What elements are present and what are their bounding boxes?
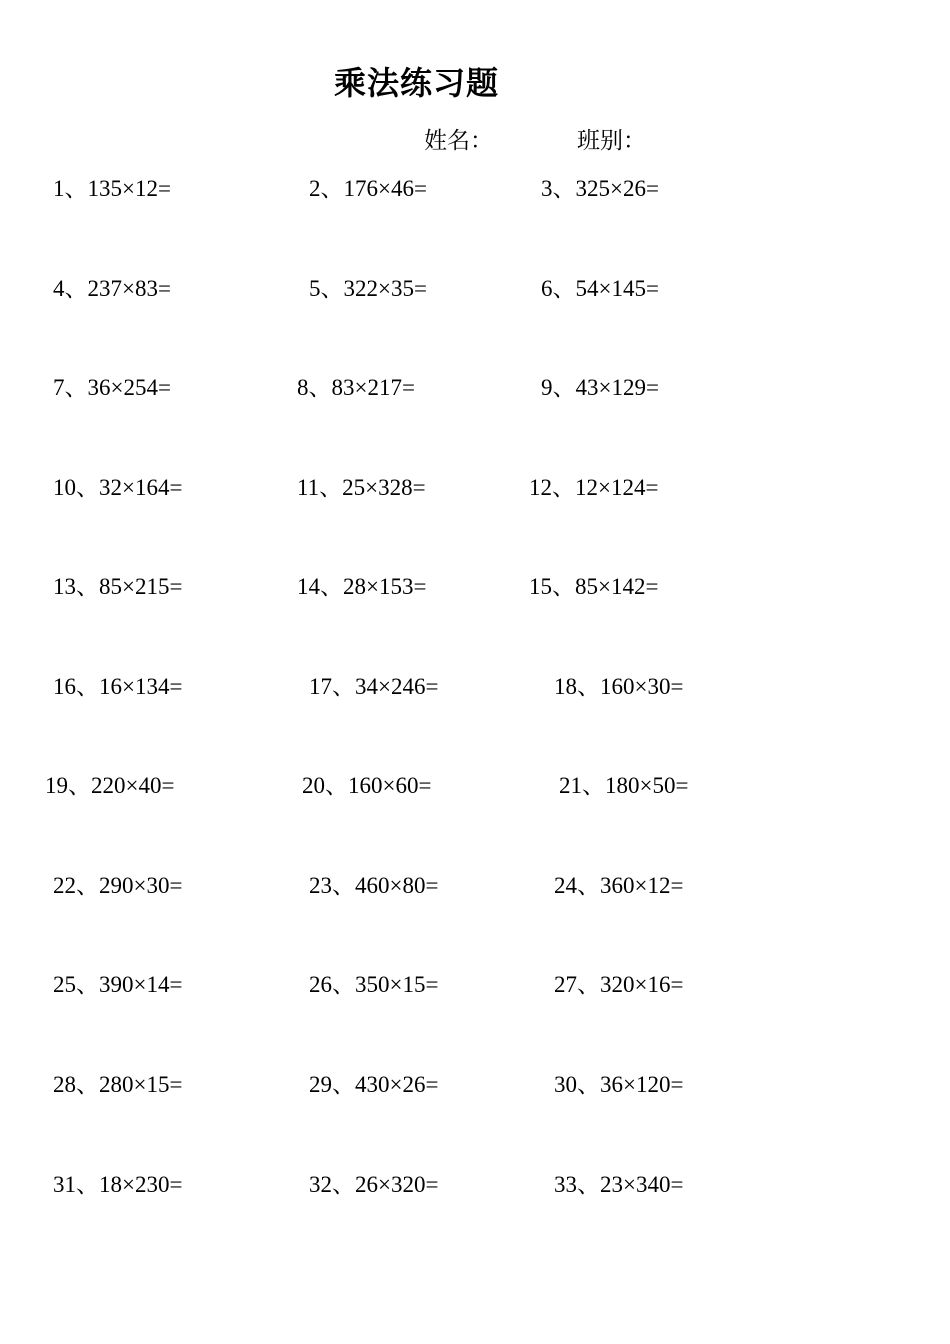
- problem-item: 13、85×215=: [53, 574, 183, 599]
- problem-item: 1、135×12=: [53, 176, 171, 201]
- problem-item: 3、325×26=: [541, 176, 659, 201]
- problem-item: 7、36×254=: [53, 375, 171, 400]
- problem-item: 11、25×328=: [297, 475, 426, 500]
- problem-item: 20、160×60=: [302, 773, 432, 798]
- problem-item: 33、23×340=: [554, 1172, 684, 1197]
- worksheet-title: 乘法练习题: [334, 64, 500, 102]
- problem-item: 31、18×230=: [53, 1172, 183, 1197]
- problem-item: 4、237×83=: [53, 276, 171, 301]
- problem-item: 8、83×217=: [297, 375, 415, 400]
- problem-item: 29、430×26=: [309, 1072, 439, 1097]
- problem-item: 16、16×134=: [53, 674, 183, 699]
- problem-item: 9、43×129=: [541, 375, 659, 400]
- problem-item: 30、36×120=: [554, 1072, 684, 1097]
- problem-item: 26、350×15=: [309, 972, 439, 997]
- problem-item: 22、290×30=: [53, 873, 183, 898]
- name-field-label: 姓名：: [424, 128, 493, 154]
- problem-item: 6、54×145=: [541, 276, 659, 301]
- problem-item: 17、34×246=: [309, 674, 439, 699]
- problem-item: 19、220×40=: [45, 773, 175, 798]
- problem-item: 2、176×46=: [309, 176, 427, 201]
- problem-item: 25、390×14=: [53, 972, 183, 997]
- problem-item: 14、28×153=: [297, 574, 427, 599]
- problem-item: 10、32×164=: [53, 475, 183, 500]
- problem-item: 5、322×35=: [309, 276, 427, 301]
- problem-item: 12、12×124=: [529, 475, 659, 500]
- problem-item: 32、26×320=: [309, 1172, 439, 1197]
- problem-item: 23、460×80=: [309, 873, 439, 898]
- problem-item: 18、160×30=: [554, 674, 684, 699]
- problem-item: 27、320×16=: [554, 972, 684, 997]
- problem-item: 28、280×15=: [53, 1072, 183, 1097]
- class-field-label: 班别：: [577, 128, 646, 154]
- problem-item: 15、85×142=: [529, 574, 659, 599]
- problem-item: 24、360×12=: [554, 873, 684, 898]
- problem-item: 21、180×50=: [559, 773, 689, 798]
